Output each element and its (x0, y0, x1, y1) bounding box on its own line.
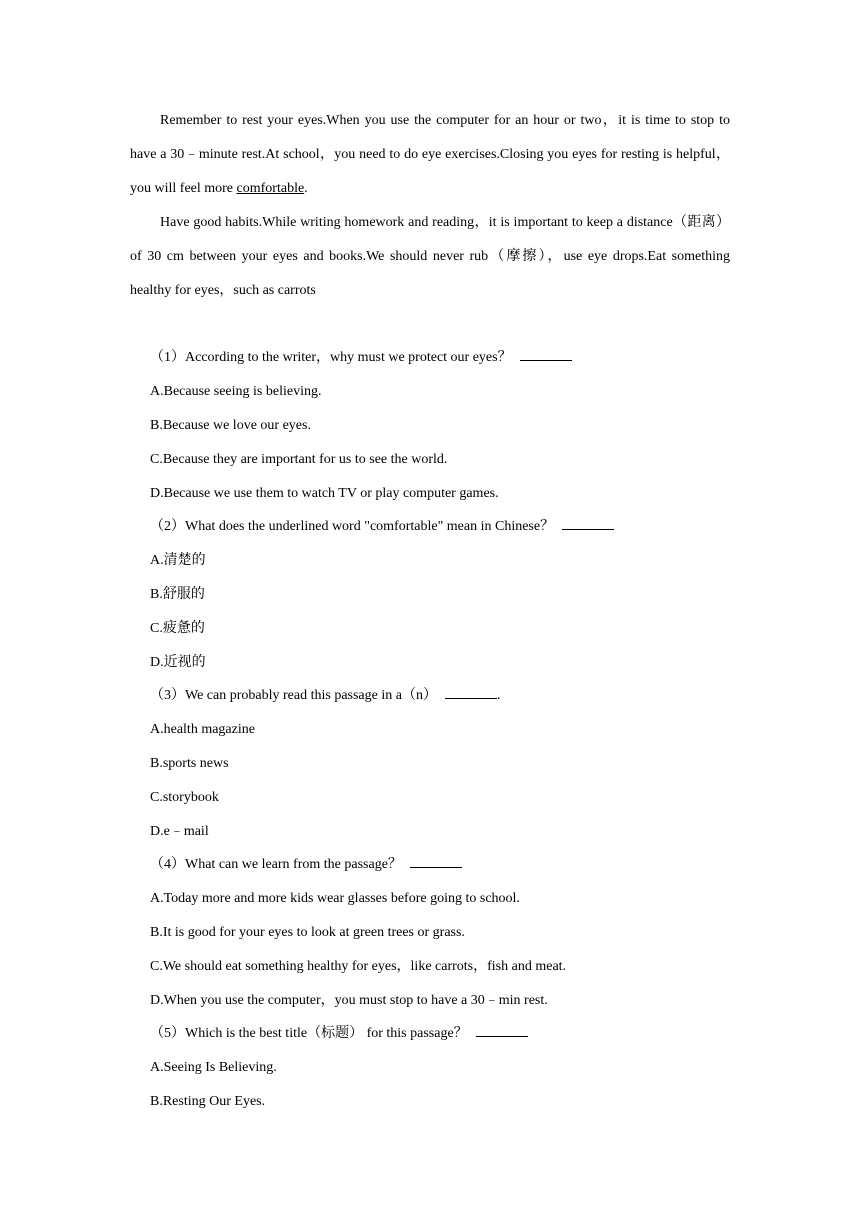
answer-blank[interactable] (520, 348, 572, 361)
question-4-stem: （4）What can we learn from the passage？ (150, 855, 462, 875)
q1-option-b: B.Because we love our eyes. (150, 418, 311, 433)
q1-option-c: C.Because they are important for us to see the world. (150, 452, 448, 467)
q3-option-a: A.health magazine (150, 722, 255, 737)
q3-option-b: B.sports news (150, 756, 229, 771)
q2-option-a: A.清楚的 (150, 553, 206, 568)
q5-option-b: B.Resting Our Eyes. (150, 1094, 266, 1109)
underlined-word: comfortable (236, 181, 305, 196)
question-2-stem: （2）What does the underlined word "comfortable" mean in Chinese？ (150, 517, 614, 537)
q4-option-d: D.When you use the computer，you must stop to have a 30﹣min rest. (150, 993, 548, 1008)
q4-option-a: A.Today more and more kids wear glasses before going to school. (150, 891, 520, 906)
passage-paragraph-1 (130, 104, 730, 206)
passage-text: . (304, 181, 308, 196)
q2-option-b: B.舒服的 (150, 587, 205, 602)
passage-paragraph-2: Have good habits.While writing homework and reading，it is important to keep a distance（距离） of 30 cm between your eyes and books.We should never rub（摩擦），use eye drops.Eat something healthy for eyes，such as carrots (130, 215, 730, 298)
answer-blank[interactable] (445, 686, 497, 699)
q1-option-a: A.Because seeing is believing. (150, 384, 322, 399)
passage-text: Remember to rest your eyes.When you use the computer for an hour or two，it is time to stop to have a 30﹣minute rest.At school，you need to do eye exercises.Closing you eyes for resting is helpful，you will feel more (130, 113, 730, 196)
question-1-stem: （1）According to the writer，why must we protect our eyes？ (150, 348, 572, 368)
answer-blank[interactable] (562, 517, 614, 530)
answer-blank[interactable] (410, 855, 462, 868)
q1-option-d: D.Because we use them to watch TV or play computer games. (150, 486, 499, 501)
question-5-stem: （5）Which is the best title（标题） for this passage？ (150, 1024, 528, 1044)
q4-option-c: C.We should eat something healthy for eyes，like carrots，fish and meat. (150, 959, 567, 974)
q2-option-c: C.疲惫的 (150, 621, 205, 636)
q5-option-a: A.Seeing Is Believing. (150, 1060, 277, 1075)
answer-blank[interactable] (476, 1024, 528, 1037)
q4-option-b: B.It is good for your eyes to look at green trees or grass. (150, 925, 465, 940)
q2-option-d: D.近视的 (150, 655, 206, 670)
q3-option-c: C.storybook (150, 790, 219, 805)
question-3-stem: （3）We can probably read this passage in a（n） . (150, 688, 501, 703)
q3-option-d: D.e﹣mail (150, 824, 209, 839)
